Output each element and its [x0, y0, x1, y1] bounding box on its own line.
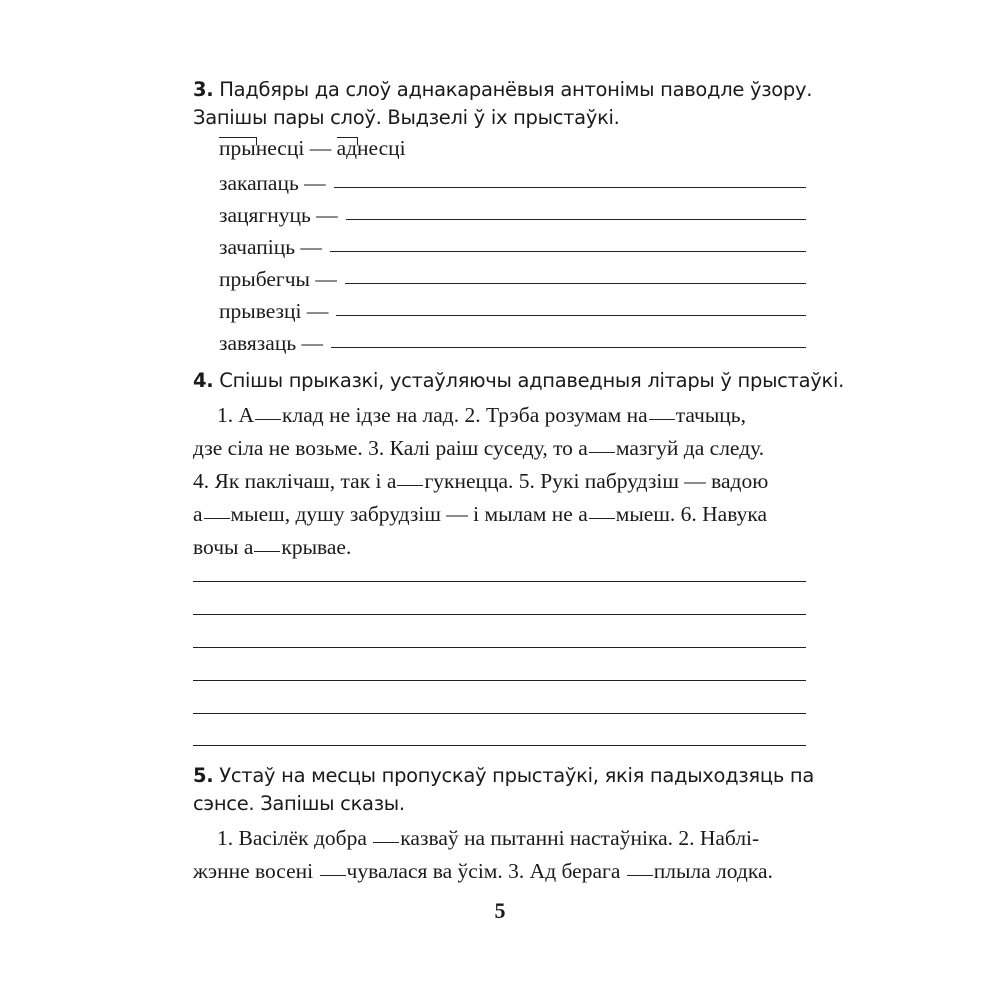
task3-row[interactable]: [219, 198, 806, 228]
text-run: плыла лодка.: [653, 859, 773, 883]
answer-line[interactable]: [330, 251, 806, 252]
task4-instruction: Спішы прыказкі, устаўляючы адпаведныя літары ў прыстаўкі.: [219, 369, 845, 392]
blank-gap[interactable]: [204, 517, 230, 519]
example-root-1: несці: [255, 136, 305, 160]
task5-sentence-line2: [193, 856, 773, 886]
blank-gap[interactable]: [373, 841, 399, 843]
blank-gap[interactable]: [649, 418, 675, 420]
task3-text-line2: Запішы пары слоў. Выдзелі ў іх прыстаўкі.: [193, 106, 620, 129]
text-run: мыеш. 6. Навука: [615, 502, 768, 526]
answer-line[interactable]: [346, 219, 806, 220]
text-run: клад не ідзе на лад. 2. Трэба розумам на: [282, 403, 648, 427]
text-run: тачыць,: [675, 403, 746, 427]
task4-number: 4.: [193, 369, 214, 392]
writing-line[interactable]: [193, 581, 806, 582]
task5-number: 5.: [193, 764, 214, 787]
task5-heading: [193, 761, 814, 791]
task3-word: зацягнуць —: [219, 203, 338, 227]
blank-gap[interactable]: [254, 550, 280, 552]
blank-gap[interactable]: [397, 484, 423, 486]
answer-line[interactable]: [345, 283, 806, 284]
task3-text-line1: Падбяры да слоў аднакаранёвыя антонімы паводле ўзору.: [219, 78, 813, 101]
writing-line[interactable]: [193, 614, 806, 615]
example-dash: —: [304, 136, 337, 160]
task3-word: закапаць —: [219, 171, 326, 195]
writing-line[interactable]: [193, 680, 806, 681]
task4-text-line3: [193, 466, 768, 496]
task3-row[interactable]: [219, 166, 806, 196]
example-root-2: несці: [357, 136, 406, 160]
text-run: крывае.: [281, 535, 352, 559]
text-run: а: [193, 502, 203, 526]
writing-line[interactable]: [193, 713, 806, 714]
writing-line[interactable]: [193, 745, 806, 746]
example-prefix-1: пры: [219, 136, 256, 160]
task5-text-line2: сэнсе. Запішы сказы.: [193, 792, 405, 815]
task3-number: 3.: [193, 78, 214, 101]
text-run: жэнне восені: [193, 859, 319, 883]
task5-text-line1: Устаў на месцы пропускаў прыстаўкі, якія падыходзяць па: [219, 764, 815, 787]
blank-gap[interactable]: [589, 517, 615, 519]
task3-row[interactable]: [219, 326, 806, 356]
blank-gap[interactable]: [589, 451, 615, 453]
text-run: вочы а: [193, 535, 254, 559]
blank-gap[interactable]: [320, 874, 346, 876]
blank-gap[interactable]: [627, 874, 653, 876]
text-run: мазгуй да следу.: [615, 436, 765, 460]
task4-heading: [193, 366, 844, 396]
example-prefix-2: ад: [336, 136, 358, 160]
text-run: 4. Як паклічаш, так і а: [193, 469, 397, 493]
task3-row[interactable]: [219, 294, 806, 324]
text-run: мыеш, душу забрудзіш — і мылам не а: [230, 502, 588, 526]
text-run: 1. А: [217, 403, 255, 427]
answer-line[interactable]: [336, 315, 806, 316]
answer-line[interactable]: [331, 347, 806, 348]
text-run: гукнецца. 5. Рукі пабрудзіш — вадою: [424, 469, 769, 493]
task5-sentence-line1: [217, 823, 759, 853]
task4-text-line5: [193, 532, 351, 562]
answer-line[interactable]: [334, 187, 806, 188]
text-run: казваў на пытанні настаўніка. 2. Наблі-: [400, 826, 760, 850]
task3-word: завязаць —: [219, 331, 324, 355]
task3-example: [219, 133, 406, 163]
text-run: чувалася ва ўсім. 3. Ад берага: [346, 859, 626, 883]
writing-line[interactable]: [193, 647, 806, 648]
task3-row[interactable]: [219, 262, 806, 292]
task4-text-line1: [217, 400, 746, 430]
task3-row[interactable]: [219, 230, 806, 260]
task4-text-line2: [193, 433, 764, 463]
task4-text-line4: [193, 499, 767, 529]
task3-word: прыбегчы —: [219, 267, 337, 291]
text-run: 1. Васілёк добра: [217, 826, 373, 850]
blank-gap[interactable]: [255, 418, 281, 420]
task3-word: зачапіць —: [219, 235, 322, 259]
page-number: 5: [494, 898, 506, 923]
text-run: дзе сіла не возьме. 3. Калі раіш суседу, то а: [193, 436, 588, 460]
task3-heading: [193, 75, 812, 105]
task3-word: прывезці —: [219, 299, 329, 323]
